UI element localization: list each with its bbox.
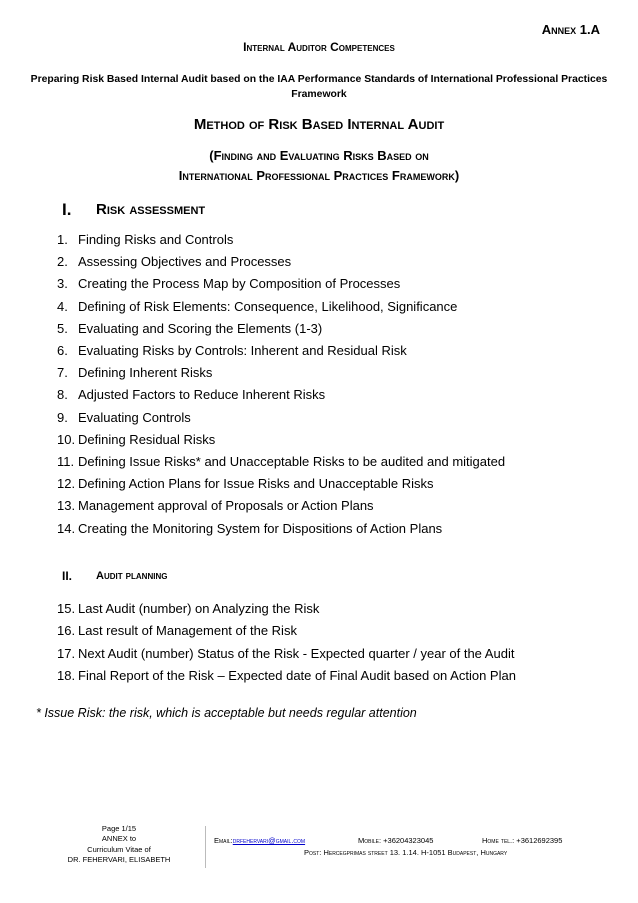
list-item-text: Defining Action Plans for Issue Risks and Unacceptable Risks (78, 476, 434, 492)
list-item-text: Final Report of the Risk – Expected date of Final Audit based on Action Plan (78, 667, 516, 683)
list-item-number: 12. (57, 476, 76, 492)
finding-line-1: (Finding and Evaluating Risks Based on (209, 148, 429, 163)
finding-line-2: International Professional Practices Framework) (178, 168, 460, 183)
list-item-text: Assessing Objectives and Processes (78, 254, 292, 270)
list-item-text: Evaluating Risks by Controls: Inherent and Residual Risk (78, 343, 407, 358)
footer-cv: Curriculum Vitae of (87, 844, 151, 854)
list-item-text: Finding Risks and Controls (78, 232, 234, 247)
section-2-number: II. (62, 569, 73, 583)
list-item-text: Defining Residual Risks (78, 431, 216, 447)
list-item-text: Last Audit (number) on Analyzing the Risk (78, 601, 320, 616)
footer-left (64, 824, 174, 865)
section-1-title: Risk assessment (96, 201, 206, 218)
list-item-number: 16. (57, 623, 76, 639)
list-item-number: 4. (57, 298, 68, 314)
list-item-text: Evaluating and Scoring the Elements (1-3) (78, 320, 323, 336)
list-item-number: 10. (57, 431, 76, 447)
list-item-number: 15. (57, 601, 76, 616)
list-item-number: 13. (57, 498, 76, 514)
list-item-text: Creating the Process Map by Composition of Processes (78, 276, 401, 292)
list-item-number: 6. (57, 343, 68, 358)
document-title: Internal Auditor Competences (243, 40, 395, 54)
list-item-number: 1. (57, 232, 68, 247)
annex-label: Annex 1.A (541, 22, 600, 37)
footer-home-tel: Home tel.: +3612692395 (482, 836, 563, 845)
list-item-text: Evaluating Controls (78, 409, 191, 425)
list-item-text: Last result of Management of the Risk (78, 623, 297, 639)
list-item-text: Adjusted Factors to Reduce Inherent Risks (78, 387, 326, 403)
list-item-number: 2. (57, 254, 68, 270)
list-item-text: Defining Inherent Risks (78, 365, 213, 381)
list-item-text: Management approval of Proposals or Action Plans (78, 498, 374, 514)
footer-author: DR. FEHERVARI, ELISABETH (67, 854, 171, 864)
finding-heading (0, 146, 638, 186)
footnote: * Issue Risk: the risk, which is acceptable but needs regular attention (36, 706, 417, 720)
section-1-number: I. (62, 200, 72, 219)
section-2-title: Audit planning (96, 570, 168, 582)
footer-annex: ANNEX to (101, 834, 137, 844)
email-link[interactable]: drfehervari@gmail.com (232, 836, 306, 845)
list-item-number: 7. (57, 365, 68, 381)
list-item-number: 17. (57, 645, 76, 661)
list-item-text: Defining Issue Risks* and Unacceptable Risks to be audited and mitigated (78, 454, 506, 469)
list-item-number: 11. (57, 454, 75, 469)
method-heading: Method of Risk Based Internal Audit (193, 116, 445, 133)
list-item-number: 5. (57, 320, 68, 336)
email-label: Email: (214, 836, 233, 845)
list-item-number: 3. (57, 276, 68, 292)
footer-mobile: Mobile: +36204323045 (358, 836, 434, 845)
list-item-text: Creating the Monitoring System for Dispositions of Action Plans (78, 520, 443, 536)
list-item-number: 8. (57, 387, 68, 403)
footer-email (214, 836, 305, 845)
page-number: Page 1/15 (101, 824, 137, 833)
footer-post: Post: Hercegprimas street 13. 1.14. H-1051 Budapest, Hungary (304, 848, 508, 857)
list-item-text: Next Audit (number) Status of the Risk - Expected quarter / year of the Audit (78, 645, 515, 661)
list-item-number: 18. (57, 667, 76, 683)
list-item-number: 14. (57, 520, 76, 536)
document-subtitle: Preparing Risk Based Internal Audit based on the IAA Performance Standards of International Professional Practices Framework (30, 74, 608, 100)
footer-divider (205, 826, 206, 868)
list-item-text: Defining of Risk Elements: Consequence, Likelihood, Significance (78, 298, 458, 314)
list-item-number: 9. (57, 409, 68, 425)
